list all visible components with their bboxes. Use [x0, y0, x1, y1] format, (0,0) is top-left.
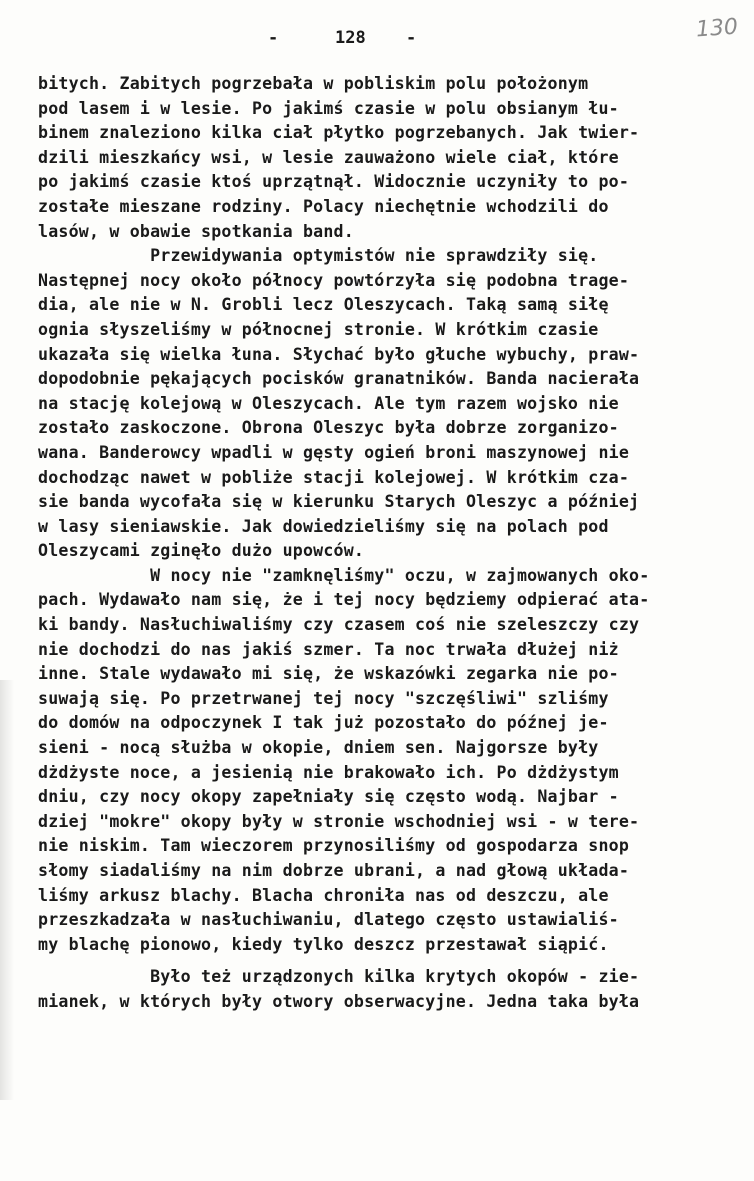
text-line: liśmy arkusz blachy. Blacha chroniła nas od deszczu, ale: [38, 885, 609, 905]
text-line: słomy siadaliśmy na nim dobrze ubrani, a nad głową układa-: [38, 861, 630, 880]
paragraph: [38, 244, 718, 564]
text-line: po jakimś czasie ktoś uprzątnął. Widocznie uczyniły to po-: [38, 172, 630, 192]
text-line: do domów na odpoczynek I tak już pozostało do późnej je-: [38, 713, 609, 733]
paragraph-gap: [38, 957, 718, 965]
text-line: dzili mieszkańcy wsi, w lesie zauważono wiele ciał, które: [38, 147, 619, 167]
paragraph: [38, 72, 718, 244]
text-line: Oleszycami zginęło dużo upowców.: [38, 541, 365, 561]
text-line: pod lasem i w lesie. Po jakimś czasie w polu obsianym łu-: [38, 98, 619, 118]
text-line: mianek, w których były otwory obserwacyjne. Jedna taka była: [38, 991, 640, 1011]
text-line: przeszkadzała w nasłuchiwaniu, dlatego często ustawialiś-: [38, 910, 619, 930]
text-line: Przewidywania optymistów nie sprawdziły się.: [38, 246, 599, 266]
header-dash-right: -: [406, 28, 417, 48]
text-line: Było też urządzonych kilka krytych okopów - zie-: [38, 967, 640, 987]
text-line: binem znaleziono kilka ciał płytko pogrzebanych. Jak twier-: [38, 123, 640, 143]
paragraph: [38, 965, 718, 1014]
text-line: my blachę pionowo, kiedy tylko deszcz przestawał siąpić.: [38, 934, 609, 954]
text-line: dopodobnie pękających pocisków granatników. Banda nacierała: [38, 369, 640, 389]
text-line: lasów, w obawie spotkania band.: [38, 221, 354, 241]
text-line: dziej "mokre" okopy były w stronie wschodniej wsi - w tere-: [38, 811, 640, 831]
text-line: Następnej nocy około północy powtórzyła się podobna trage-: [38, 270, 630, 290]
text-line: sie banda wycofała się w kierunku Starych Oleszyc a później: [38, 492, 640, 512]
paragraph: [38, 564, 718, 958]
text-line: wana. Banderowcy wpadli w gęsty ogień broni maszynowej nie: [38, 442, 630, 462]
text-line: ukazała się wielka łuna. Słychać było głuche wybuchy, praw-: [38, 344, 640, 364]
header-dash-left: -: [268, 28, 279, 48]
scan-shadow: [0, 680, 14, 1100]
text-line: pach. Wydawało nam się, że i tej nocy będziemy odpierać ata-: [38, 590, 650, 610]
text-line: zostało zaskoczone. Obrona Oleszyc była dobrze zorganizo-: [38, 418, 619, 438]
text-line: na stację kolejową w Oleszycach. Ale tym razem wojsko nie: [38, 393, 619, 413]
text-line: ognia słyszeliśmy w północnej stronie. W krótkim czasie: [38, 319, 599, 339]
text-line: W nocy nie "zamknęliśmy" oczu, w zajmowanych oko-: [38, 565, 650, 585]
handwritten-folio-number: 130: [695, 14, 739, 43]
text-line: bitych. Zabitych pogrzebała w pobliskim polu położonym: [38, 74, 589, 93]
text-line: nie niskim. Tam wieczorem przynosiliśmy od gospodarza snop: [38, 836, 630, 856]
page-header: [0, 28, 754, 52]
text-line: nie dochodzi do nas jakiś szmer. Ta noc trwała dłużej niż: [38, 639, 619, 659]
text-line: inne. Stale wydawało mi się, że wskazówki zegarka nie po-: [38, 664, 619, 684]
text-line: sieni - nocą służba w okopie, dniem sen. Najgorsze były: [38, 738, 599, 758]
text-line: dżdżyste noce, a jesienią nie brakowało ich. Po dżdżystym: [38, 762, 619, 782]
body-text: [38, 72, 718, 1015]
page-number: 128: [335, 28, 366, 48]
text-line: dniu, czy nocy okopy zapełniały się często wodą. Najbar -: [38, 787, 619, 807]
text-line: dia, ale nie w N. Grobli lecz Oleszycach. Taką samą siłę: [38, 295, 609, 315]
text-line: ki bandy. Nasłuchiwaliśmy czy czasem coś nie szeleszczy czy: [38, 615, 640, 635]
text-line: dochodząc nawet w pobliże stacji kolejowej. W krótkim cza-: [38, 467, 630, 487]
text-line: suwają się. Po przetrwanej tej nocy "szczęśliwi" szliśmy: [38, 688, 609, 708]
text-line: zostałe mieszane rodziny. Polacy niechętnie wchodzili do: [38, 196, 609, 216]
text-line: w lasy sieniawskie. Jak dowiedzieliśmy się na polach pod: [38, 516, 609, 536]
